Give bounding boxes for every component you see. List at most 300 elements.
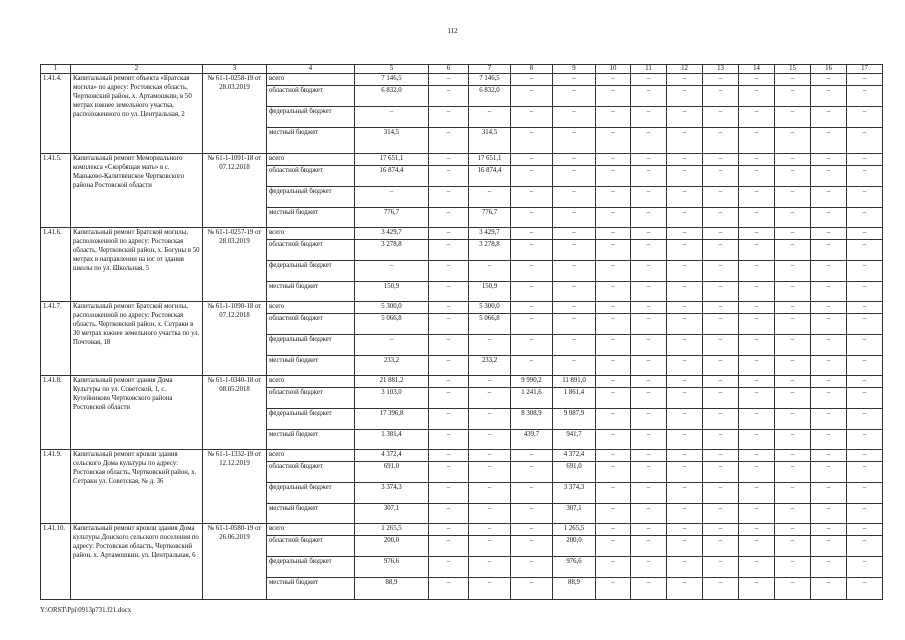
item-number-cell: 1.41.5. <box>41 154 71 228</box>
column-number-cell: 17 <box>847 65 883 74</box>
value-cell: – <box>739 376 775 388</box>
value-cell: 6 832,0 <box>469 86 511 107</box>
value-cell: – <box>811 107 847 128</box>
funding-source-cell: областной бюджет <box>267 166 355 187</box>
value-cell: – <box>511 208 553 228</box>
funding-source-cell: местный бюджет <box>267 504 355 524</box>
value-cell: – <box>739 86 775 107</box>
value-cell: 3 429,7 <box>469 228 511 240</box>
value-cell: 17 396,8 <box>355 409 429 430</box>
value-cell: – <box>596 462 631 483</box>
value-cell: – <box>775 557 811 578</box>
value-cell: – <box>429 128 469 154</box>
value-cell: 3 429,7 <box>355 228 429 240</box>
column-number-cell: 3 <box>203 65 267 74</box>
value-cell: – <box>553 86 596 107</box>
value-cell: – <box>429 578 469 600</box>
value-cell: – <box>775 228 811 240</box>
value-cell: – <box>631 74 667 86</box>
value-cell: – <box>553 166 596 187</box>
value-cell: – <box>429 208 469 228</box>
value-cell: 1 861,4 <box>553 388 596 409</box>
value-cell: 5 066,8 <box>355 314 429 335</box>
value-cell: – <box>811 504 847 524</box>
value-cell: – <box>811 228 847 240</box>
value-cell: – <box>511 228 553 240</box>
value-cell: – <box>429 240 469 261</box>
value-cell: – <box>469 504 511 524</box>
document-number-cell: № 61-1-0258-19 от 28.03.2019 <box>203 74 267 154</box>
value-cell: – <box>667 483 703 504</box>
value-cell: – <box>667 107 703 128</box>
funding-source-cell: федеральный бюджет <box>267 483 355 504</box>
value-cell: – <box>553 228 596 240</box>
value-cell: – <box>847 282 883 302</box>
value-cell: – <box>511 483 553 504</box>
value-cell: 976,6 <box>553 557 596 578</box>
value-cell: – <box>703 208 739 228</box>
funding-source-cell: областной бюджет <box>267 314 355 335</box>
value-cell: – <box>667 128 703 154</box>
value-cell: – <box>429 166 469 187</box>
value-cell: – <box>631 430 667 450</box>
value-cell: 7 146,5 <box>355 74 429 86</box>
value-cell: – <box>811 166 847 187</box>
funding-source-cell: всего <box>267 376 355 388</box>
item-number-cell: 1.41.7. <box>41 302 71 376</box>
value-cell: – <box>631 107 667 128</box>
object-name-cell: Капитальный ремонт Мемориального комплекса «Скорбящая мать» в с. Маньково-Калитвенское Чертковского района Ростовской области <box>71 154 203 228</box>
table-row <box>41 376 883 388</box>
value-cell: – <box>511 240 553 261</box>
value-cell: – <box>739 107 775 128</box>
value-cell: – <box>631 356 667 376</box>
value-cell: – <box>703 356 739 376</box>
funding-source-cell: всего <box>267 228 355 240</box>
value-cell: – <box>631 578 667 600</box>
value-cell: – <box>739 74 775 86</box>
value-cell: – <box>596 314 631 335</box>
value-cell: – <box>811 335 847 356</box>
value-cell: 4 372,4 <box>355 450 429 462</box>
value-cell: – <box>775 282 811 302</box>
column-number-cell: 7 <box>469 65 511 74</box>
value-cell: – <box>775 86 811 107</box>
value-cell: – <box>775 388 811 409</box>
column-number-cell: 5 <box>355 65 429 74</box>
value-cell: – <box>739 536 775 557</box>
value-cell: – <box>703 335 739 356</box>
table-row <box>41 524 883 536</box>
value-cell: – <box>739 483 775 504</box>
value-cell: 88,9 <box>355 578 429 600</box>
funding-source-cell: федеральный бюджет <box>267 261 355 282</box>
value-cell: – <box>703 450 739 462</box>
value-cell: – <box>775 314 811 335</box>
object-name-cell: Капитальный ремонт кровли здания Дома культуры Донского сельского поселения по адресу: Ростовская область, Чертковский район, х. Артамошкин, ул. Центральная, 6 <box>71 524 203 600</box>
value-cell: – <box>739 240 775 261</box>
value-cell: – <box>429 430 469 450</box>
value-cell: 5 066,8 <box>469 314 511 335</box>
value-cell: – <box>775 240 811 261</box>
value-cell: – <box>811 302 847 314</box>
value-cell: – <box>811 154 847 166</box>
value-cell: – <box>631 86 667 107</box>
value-cell: – <box>667 240 703 261</box>
value-cell: – <box>775 536 811 557</box>
value-cell: – <box>667 376 703 388</box>
value-cell: – <box>703 282 739 302</box>
value-cell: 1 381,4 <box>355 430 429 450</box>
column-number-cell: 15 <box>775 65 811 74</box>
value-cell: – <box>739 409 775 430</box>
value-cell: – <box>429 74 469 86</box>
table-row <box>41 302 883 314</box>
value-cell: 233,2 <box>355 356 429 376</box>
value-cell: – <box>847 536 883 557</box>
value-cell: – <box>631 376 667 388</box>
value-cell: – <box>703 302 739 314</box>
value-cell: 16 874,4 <box>355 166 429 187</box>
value-cell: – <box>553 314 596 335</box>
value-cell: – <box>631 536 667 557</box>
value-cell: – <box>469 376 511 388</box>
value-cell: – <box>553 261 596 282</box>
value-cell: – <box>511 504 553 524</box>
value-cell: – <box>739 128 775 154</box>
value-cell: – <box>811 282 847 302</box>
value-cell: – <box>739 154 775 166</box>
value-cell: – <box>631 208 667 228</box>
value-cell: – <box>596 578 631 600</box>
value-cell: – <box>596 335 631 356</box>
funding-source-cell: всего <box>267 74 355 86</box>
funding-source-cell: областной бюджет <box>267 462 355 483</box>
value-cell: – <box>775 128 811 154</box>
funding-source-cell: всего <box>267 524 355 536</box>
value-cell: – <box>667 578 703 600</box>
table-row <box>41 450 883 462</box>
value-cell: – <box>631 154 667 166</box>
value-cell: – <box>596 557 631 578</box>
value-cell: – <box>596 128 631 154</box>
value-cell: – <box>596 483 631 504</box>
value-cell: – <box>553 282 596 302</box>
value-cell: – <box>429 314 469 335</box>
value-cell: 3 374,3 <box>553 483 596 504</box>
value-cell: – <box>631 557 667 578</box>
value-cell: – <box>355 187 429 208</box>
value-cell: – <box>847 302 883 314</box>
value-cell: – <box>739 462 775 483</box>
column-number-row <box>41 65 883 74</box>
value-cell: – <box>847 578 883 600</box>
value-cell: – <box>631 483 667 504</box>
value-cell: – <box>469 430 511 450</box>
value-cell: 9 990,2 <box>511 376 553 388</box>
value-cell: – <box>847 208 883 228</box>
value-cell: – <box>775 409 811 430</box>
value-cell: – <box>847 86 883 107</box>
value-cell: – <box>469 261 511 282</box>
value-cell: – <box>739 524 775 536</box>
value-cell: – <box>739 450 775 462</box>
value-cell: – <box>429 187 469 208</box>
value-cell: – <box>429 228 469 240</box>
value-cell: – <box>429 504 469 524</box>
value-cell: 307,1 <box>355 504 429 524</box>
value-cell: – <box>847 462 883 483</box>
value-cell: – <box>631 261 667 282</box>
value-cell: – <box>703 86 739 107</box>
object-name-cell: Капитальный ремонт кровли здания сельского Дома культуры по адресу: Ростовская область, Чертковский район, х. Сетраки ул. Советская, № д. 36 <box>71 450 203 524</box>
value-cell: – <box>553 107 596 128</box>
value-cell: – <box>596 240 631 261</box>
value-cell: – <box>667 430 703 450</box>
funding-source-cell: федеральный бюджет <box>267 107 355 128</box>
value-cell: – <box>631 187 667 208</box>
value-cell: – <box>511 107 553 128</box>
value-cell: – <box>553 208 596 228</box>
value-cell: 691,0 <box>355 462 429 483</box>
value-cell: – <box>847 314 883 335</box>
value-cell: – <box>775 450 811 462</box>
value-cell: – <box>511 536 553 557</box>
value-cell: – <box>469 107 511 128</box>
value-cell: – <box>847 228 883 240</box>
column-number-cell: 4 <box>267 65 355 74</box>
value-cell: – <box>703 107 739 128</box>
value-cell: – <box>355 335 429 356</box>
value-cell: – <box>703 430 739 450</box>
value-cell: – <box>847 557 883 578</box>
value-cell: – <box>703 483 739 504</box>
value-cell: – <box>667 228 703 240</box>
table-row <box>41 154 883 166</box>
value-cell: – <box>667 504 703 524</box>
value-cell: – <box>596 261 631 282</box>
value-cell: – <box>667 86 703 107</box>
value-cell: – <box>553 187 596 208</box>
value-cell: – <box>553 335 596 356</box>
value-cell: – <box>511 74 553 86</box>
value-cell: – <box>811 128 847 154</box>
value-cell: – <box>739 228 775 240</box>
value-cell: – <box>703 578 739 600</box>
funding-source-cell: местный бюджет <box>267 430 355 450</box>
value-cell: – <box>429 409 469 430</box>
value-cell: – <box>429 450 469 462</box>
value-cell: – <box>775 208 811 228</box>
value-cell: – <box>596 524 631 536</box>
value-cell: 233,2 <box>469 356 511 376</box>
value-cell: – <box>739 557 775 578</box>
value-cell: – <box>703 128 739 154</box>
value-cell: – <box>739 578 775 600</box>
value-cell: – <box>811 240 847 261</box>
table-row <box>41 228 883 240</box>
funding-source-cell: всего <box>267 302 355 314</box>
value-cell: – <box>667 462 703 483</box>
value-cell: – <box>596 166 631 187</box>
document-number-cell: № 61-1-0580-19 от 26.06.2019 <box>203 524 267 600</box>
value-cell: – <box>847 261 883 282</box>
value-cell: – <box>667 74 703 86</box>
value-cell: – <box>739 388 775 409</box>
value-cell: – <box>775 107 811 128</box>
funding-source-cell: федеральный бюджет <box>267 335 355 356</box>
funding-source-cell: местный бюджет <box>267 578 355 600</box>
value-cell: – <box>469 450 511 462</box>
value-cell: – <box>811 430 847 450</box>
object-name-cell: Капитальный ремонт здания Дома Культуры по ул. Советской, 1, с. Кутейниково Чертковского района Ростовской области <box>71 376 203 450</box>
value-cell: – <box>596 187 631 208</box>
value-cell: – <box>847 450 883 462</box>
item-number-cell: 1.41.10. <box>41 524 71 600</box>
column-number-cell: 14 <box>739 65 775 74</box>
value-cell: – <box>596 302 631 314</box>
value-cell: – <box>596 74 631 86</box>
value-cell: – <box>775 261 811 282</box>
value-cell: – <box>631 504 667 524</box>
value-cell: – <box>703 524 739 536</box>
value-cell: – <box>469 388 511 409</box>
value-cell: – <box>667 524 703 536</box>
value-cell: – <box>847 430 883 450</box>
value-cell: 691,0 <box>553 462 596 483</box>
value-cell: 976,6 <box>355 557 429 578</box>
value-cell: – <box>631 409 667 430</box>
value-cell: – <box>469 335 511 356</box>
value-cell: – <box>511 86 553 107</box>
value-cell: – <box>631 282 667 302</box>
value-cell: – <box>429 86 469 107</box>
column-number-cell: 13 <box>703 65 739 74</box>
value-cell: – <box>775 166 811 187</box>
funding-source-cell: федеральный бюджет <box>267 409 355 430</box>
value-cell: – <box>775 578 811 600</box>
value-cell: – <box>667 282 703 302</box>
value-cell: – <box>667 450 703 462</box>
value-cell: – <box>703 376 739 388</box>
funding-source-cell: федеральный бюджет <box>267 187 355 208</box>
item-number-cell: 1.41.8. <box>41 376 71 450</box>
value-cell: – <box>596 86 631 107</box>
value-cell: – <box>667 166 703 187</box>
value-cell: – <box>511 187 553 208</box>
value-cell: – <box>739 335 775 356</box>
value-cell: – <box>631 335 667 356</box>
value-cell: 150,9 <box>355 282 429 302</box>
value-cell: 3 374,3 <box>355 483 429 504</box>
value-cell: – <box>703 228 739 240</box>
value-cell: – <box>811 314 847 335</box>
value-cell: – <box>667 208 703 228</box>
value-cell: – <box>775 302 811 314</box>
value-cell: 776,7 <box>355 208 429 228</box>
value-cell: – <box>847 504 883 524</box>
value-cell: – <box>847 335 883 356</box>
value-cell: – <box>511 462 553 483</box>
value-cell: – <box>775 74 811 86</box>
column-number-cell: 11 <box>631 65 667 74</box>
funding-source-cell: местный бюджет <box>267 282 355 302</box>
value-cell: – <box>511 282 553 302</box>
budget-table <box>40 64 883 600</box>
value-cell: 314,5 <box>355 128 429 154</box>
value-cell: – <box>429 356 469 376</box>
object-name-cell: Капитальный ремонт объекта «Братская могила» по адресу: Ростовская область, Чертковский район, х. Артамошкин, в 50 метрах южнее земельного участка, расположенного по ул. Центральная, 2 <box>71 74 203 154</box>
value-cell: – <box>775 483 811 504</box>
value-cell: – <box>469 409 511 430</box>
value-cell: 5 300,0 <box>469 302 511 314</box>
value-cell: – <box>739 314 775 335</box>
value-cell: – <box>511 578 553 600</box>
value-cell: – <box>596 430 631 450</box>
value-cell: – <box>469 557 511 578</box>
value-cell: – <box>811 208 847 228</box>
value-cell: – <box>811 557 847 578</box>
value-cell: – <box>667 261 703 282</box>
value-cell: – <box>511 524 553 536</box>
value-cell: 314,5 <box>469 128 511 154</box>
value-cell: – <box>511 261 553 282</box>
value-cell: 941,7 <box>553 430 596 450</box>
value-cell: – <box>596 504 631 524</box>
value-cell: 4 372,4 <box>553 450 596 462</box>
value-cell: – <box>847 154 883 166</box>
value-cell: 150,9 <box>469 282 511 302</box>
value-cell: – <box>775 187 811 208</box>
value-cell: – <box>703 154 739 166</box>
value-cell: – <box>631 314 667 335</box>
value-cell: – <box>703 74 739 86</box>
value-cell: – <box>631 524 667 536</box>
funding-source-cell: областной бюджет <box>267 86 355 107</box>
value-cell: 776,7 <box>469 208 511 228</box>
value-cell: – <box>429 282 469 302</box>
value-cell: – <box>553 154 596 166</box>
value-cell: – <box>847 74 883 86</box>
table-row <box>41 74 883 86</box>
value-cell: – <box>739 282 775 302</box>
value-cell: – <box>847 356 883 376</box>
funding-source-cell: местный бюджет <box>267 208 355 228</box>
value-cell: 16 874,4 <box>469 166 511 187</box>
value-cell: – <box>703 409 739 430</box>
document-number-cell: № 61-1-1090-18 от 07.12.2018 <box>203 302 267 376</box>
value-cell: – <box>596 154 631 166</box>
funding-source-cell: областной бюджет <box>267 240 355 261</box>
value-cell: – <box>703 187 739 208</box>
value-cell: – <box>596 376 631 388</box>
column-number-cell: 2 <box>71 65 203 74</box>
funding-source-cell: всего <box>267 450 355 462</box>
value-cell: – <box>631 240 667 261</box>
value-cell: – <box>631 450 667 462</box>
value-cell: – <box>429 557 469 578</box>
value-cell: – <box>667 557 703 578</box>
value-cell: – <box>553 74 596 86</box>
value-cell: – <box>631 302 667 314</box>
value-cell: – <box>631 388 667 409</box>
value-cell: – <box>703 536 739 557</box>
value-cell: 1 241,6 <box>511 388 553 409</box>
value-cell: – <box>553 356 596 376</box>
value-cell: 307,1 <box>553 504 596 524</box>
value-cell: – <box>703 166 739 187</box>
item-number-cell: 1.41.4. <box>41 74 71 154</box>
